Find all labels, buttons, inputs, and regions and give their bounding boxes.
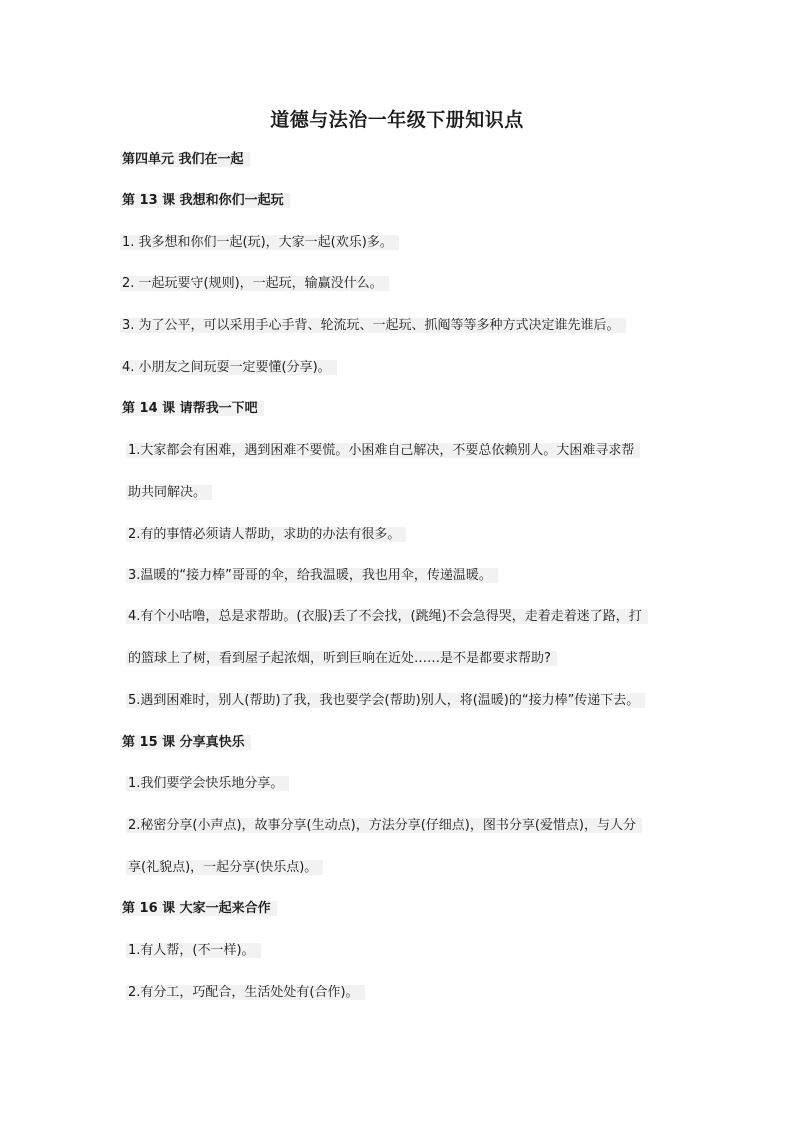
document-title: 道德与法治一年级下册知识点 xyxy=(270,109,524,131)
list-item-text: 的篮球上了树，看到屋子起浓烟，听到巨响在近处……是不是都要求帮助? xyxy=(126,651,557,666)
list-item xyxy=(126,815,642,837)
lesson16-heading-text: 第 16 课 大家一起来合作 xyxy=(120,901,277,916)
list-item-text: 助共同解决。 xyxy=(126,485,212,500)
list-item xyxy=(126,982,365,1004)
list-item-text: 2.秘密分享(小声点)，故事分享(生动点)，方法分享(仔细点)，图书分享(爱惜点)，与人分 xyxy=(126,818,642,833)
list-item-text: 2.有分工，巧配合，生活处处有(合作)。 xyxy=(126,985,365,1000)
list-item-continuation xyxy=(126,482,212,504)
lesson13-heading-text: 第 13 课 我想和你们一起玩 xyxy=(120,193,290,208)
unit-heading-text: 第四单元 我们在一起 xyxy=(120,152,250,167)
lesson16-heading xyxy=(120,898,277,920)
list-item xyxy=(120,232,399,254)
list-item xyxy=(120,357,337,379)
list-item-text: 4. 小朋友之间玩耍一定要懂(分享)。 xyxy=(120,360,337,375)
list-item-text: 3. 为了公平，可以采用手心手背、轮流玩、一起玩、抓阄等等多种方式决定谁先谁后。 xyxy=(120,318,626,333)
list-item-text: 2. 一起玩要守(规则)，一起玩，输赢没什么。 xyxy=(120,276,389,291)
list-item-text: 1.大家都会有困难，遇到困难不要慌。小困难自己解决，不要总依赖别人。大困难寻求帮 xyxy=(126,443,640,458)
list-item-text: 1.有人帮，(不一样)。 xyxy=(126,943,261,958)
list-item-text: 4.有个小咕噜，总是求帮助。(衣服)丢了不会找，(跳绳)不会急得哭，走着走着迷了路，打 xyxy=(126,609,648,624)
list-item xyxy=(120,273,389,295)
list-item-text: 3.温暖的“接力棒”哥哥的伞，给我温暖，我也用伞，传递温暖。 xyxy=(126,568,498,583)
list-item-continuation xyxy=(126,857,323,879)
list-item-text: 1. 我多想和你们一起(玩)，大家一起(欢乐)多。 xyxy=(120,235,399,250)
list-item xyxy=(126,690,645,712)
lesson13-heading xyxy=(120,190,290,212)
lesson15-heading-text: 第 15 课 分享真快乐 xyxy=(120,735,251,750)
list-item xyxy=(126,773,289,795)
list-item-text: 2.有的事情必须请人帮助，求助的办法有很多。 xyxy=(126,527,406,542)
list-item xyxy=(126,524,406,546)
list-item xyxy=(126,940,261,962)
list-item-text: 5.遇到困难时，别人(帮助)了我，我也要学会(帮助)别人，将(温暖)的“接力棒”传递下去。 xyxy=(126,693,645,708)
list-item xyxy=(120,315,626,337)
lesson14-heading-text: 第 14 课 请帮我一下吧 xyxy=(120,401,264,416)
list-item-text: 1.我们要学会快乐地分享。 xyxy=(126,776,289,791)
list-item-continuation xyxy=(126,648,557,670)
list-item xyxy=(126,565,498,587)
lesson14-heading xyxy=(120,398,264,420)
list-item-text: 享(礼貌点)，一起分享(快乐点)。 xyxy=(126,860,323,875)
lesson15-heading xyxy=(120,732,251,754)
list-item xyxy=(126,440,640,462)
unit-heading xyxy=(120,149,250,171)
list-item xyxy=(126,606,648,628)
